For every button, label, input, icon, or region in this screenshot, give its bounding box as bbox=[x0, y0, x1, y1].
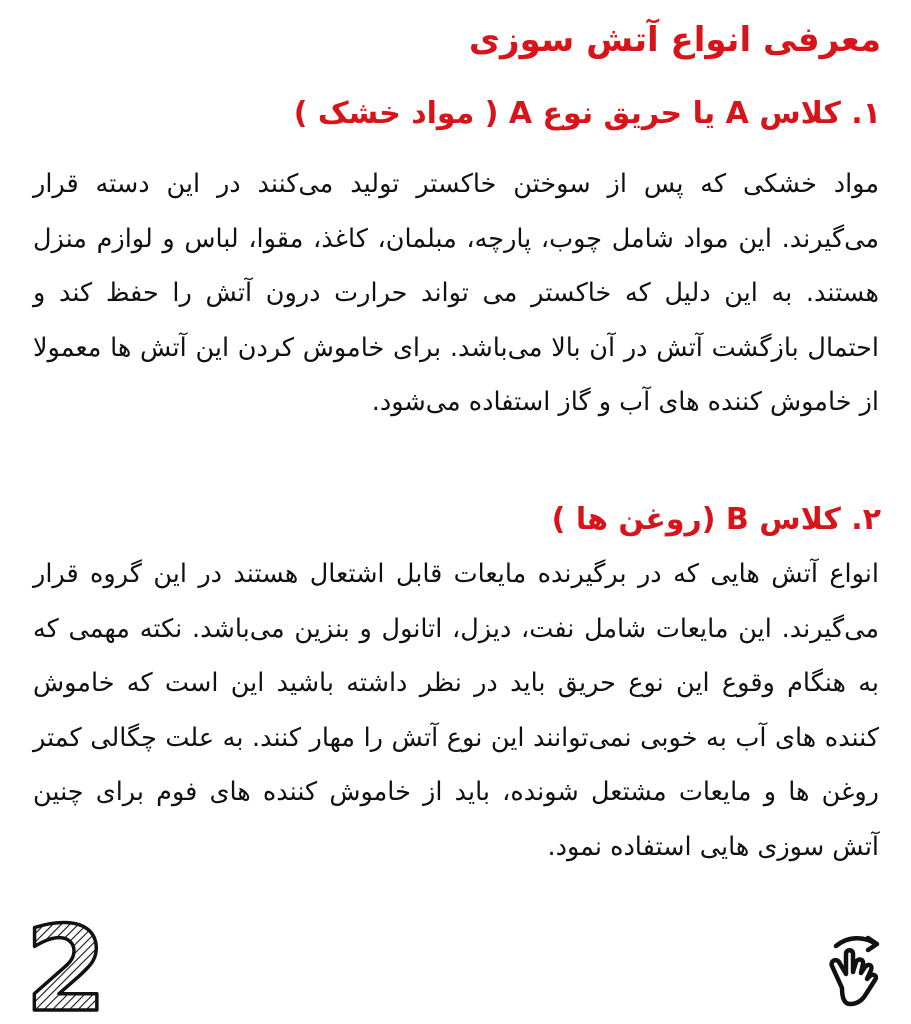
section-heading-class-b: ۲. کلاس B (روغن ها ) bbox=[551, 502, 881, 537]
section-heading-class-a: ۱. کلاس A یا حریق نوع A ( مواد خشک ) bbox=[293, 96, 881, 131]
section-body-class-a: مواد خشکی که پس از سوختن خاکستر تولید می‌کنند در این دسته قرار می‌گیرند. این مواد شامل چوب، پارچه، مبلمان، کاغذ، مقوا، لباس و لوازم منزل هستند. به این دلیل که خاکستر می تواند حرارت درون آتش را حفظ کند و احتمال بازگشت آتش در آن بالا می‌باشد. برای خاموش کردن این آتش ها معمولا از خاموش کننده های آب و گاز استفاده می‌شود. bbox=[33, 169, 879, 417]
page-number-text: 2 bbox=[24, 918, 108, 1018]
page-title: معرفی انواع آتش سوزی bbox=[468, 20, 881, 60]
section-body-class-b: انواع آتش هایی که در برگیرنده مایعات قابل اشتعال هستند در این گروه قرار می‌گیرند. این مایعات شامل نفت، دیزل، اتانول و بنزین می‌باشد. نکته مهمی که به هنگام وقوع این نوع حریق باید در نظر داشته باشید این است که خاموش کننده های آب به خوبی نمی‌توانند این نوع آتش را مهار کنند. به علت چگالی کمتر روغن ها و مایعات مشتعل شونده، باید از خاموش کننده های فوم برای چنین آتش سوزی هایی استفاده نمود. bbox=[33, 559, 879, 862]
swipe-hand-icon bbox=[822, 932, 892, 1012]
page-number bbox=[16, 918, 126, 1018]
